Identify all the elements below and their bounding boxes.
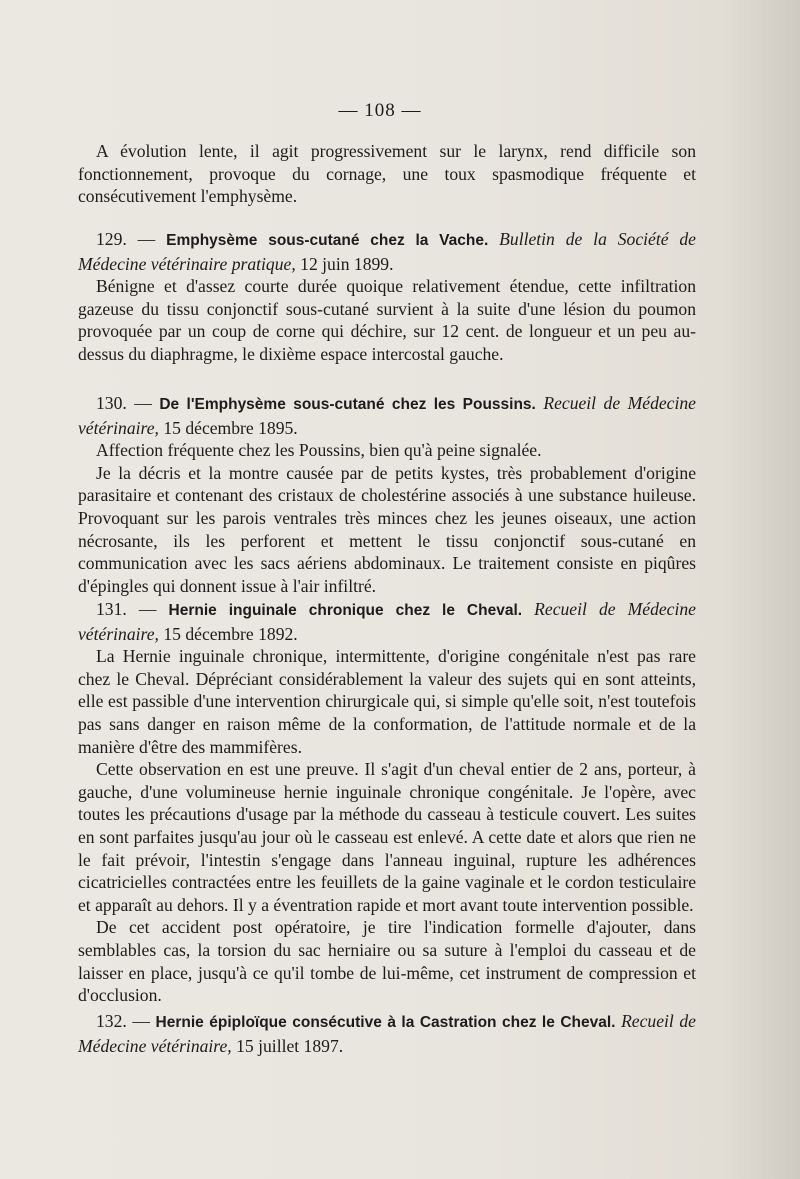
entry-source: Recueil de Médecine vétérinaire, — [78, 599, 696, 644]
entry-date: 15 décembre 1895. — [163, 417, 298, 438]
entry-title: Emphysème sous-cutané chez la Vache. — [166, 232, 489, 249]
entry-heading — [78, 598, 696, 645]
entry-title: Hernie épiploïque consécutive à la Castration chez le Cheval. — [155, 1014, 616, 1031]
entry-paragraph: De cet accident post opératoire, je tire l'indication formelle d'ajouter, dans semblables cas, la torsion du sac herniaire ou sa suture à l'emploi du casseau et de laisser en place, jusqu'à ce qu'il tombe de lui-même, cet instrument de compression et d'occlusion. — [78, 917, 696, 1006]
entry-source: Recueil de Médecine vétérinaire, — [78, 393, 696, 438]
intro-block — [78, 140, 696, 208]
entry-paragraph: Affection fréquente chez les Poussins, bien qu'à peine signalée. — [96, 440, 542, 461]
entry-source: Bulletin de la Société de Médecine vétérinaire pratique, — [78, 229, 696, 274]
entry-129 — [78, 228, 696, 366]
entry-paragraph: La Hernie inguinale chronique, intermittente, d'origine congénitale n'est pas rare chez le Cheval. Dépréciant considérablement la valeur des sujets qui en sont atteints, elle est passible d'une intervention chirurgicale qui, si simple qu'elle soit, n'est toutefois pas sans danger en raison même de la conformation, de l'attitude normale et de la manière d'être des mammifères. — [78, 646, 696, 757]
entry-source: Recueil de Médecine vétérinaire, — [78, 1011, 696, 1056]
entry-heading — [78, 228, 696, 275]
entry-130 — [78, 392, 696, 597]
entry-number: 131. — — [96, 599, 157, 619]
entry-paragraph: Je la décris et la montre causée par de petits kystes, très probablement d'origine parasitaire et contenant des cristaux de cholestérine associés à une substance huileuse. Provoquant sur les parois ventrales très minces chez les jeunes oiseaux, une action nécrosante, ils les perforent et mettent le tissu conjonctif sous-cutané en communication avec les sacs aériens abdominaux. Le traitement consiste en piqûres d'épingles qui donnent issue à l'air infiltré. — [78, 462, 696, 596]
entry-131 — [78, 598, 696, 1007]
entry-date: 15 juillet 1897. — [236, 1035, 344, 1056]
page-number: — 108 — — [338, 100, 422, 121]
entry-paragraph: Cette observation en est une preuve. Il s'agit d'un cheval entier de 2 ans, porteur, à gauche, d'une volumineuse hernie inguinale chronique congénitale. Je l'opère, avec toutes les précautions d'usage par la méthode du casseau à testicule couvert. Les suites en sont parfaites jusqu'au jour où le casseau est enlevé. A cette date et alors que rien ne le fait prévoir, l'intestin s'engage dans l'anneau inguinal, rupture les adhérences cicatricielles contractées entre les feuillets de la gaine vaginale et le cordon testiculaire et apparaît au dehors. Il y a éventration rapide et mort avant toute intervention possible. — [78, 759, 696, 915]
entry-number: 132. — — [96, 1011, 150, 1031]
intro-paragraph: A évolution lente, il agit progressivement sur le larynx, rend difficile son fonctionnement, provoque du cornage, une toux spasmodique fréquente et consécutivement l'emphysème. — [78, 141, 696, 207]
entry-date: 15 décembre 1892. — [163, 623, 298, 644]
entry-number: 130. — — [96, 393, 152, 413]
entry-heading — [78, 1010, 696, 1057]
entry-date: 12 juin 1899. — [300, 253, 394, 274]
entry-title: De l'Emphysème sous-cutané chez les Poussins. — [159, 396, 536, 413]
entry-number: 129. — — [96, 229, 156, 249]
entry-paragraph: Bénigne et d'assez courte durée quoique relativement étendue, cette infiltration gazeuse du tissu conjonctif sous-cutané survient à la suite d'une lésion du poumon provoquée par un coup de corne qui déchire, sur 12 cent. de longueur et un peu au-dessus du diaphragme, le dixième espace intercostal gauche. — [78, 276, 696, 364]
entry-title: Hernie inguinale chronique chez le Cheval. — [168, 602, 523, 619]
entry-132 — [78, 1010, 696, 1057]
entry-heading — [78, 392, 696, 439]
